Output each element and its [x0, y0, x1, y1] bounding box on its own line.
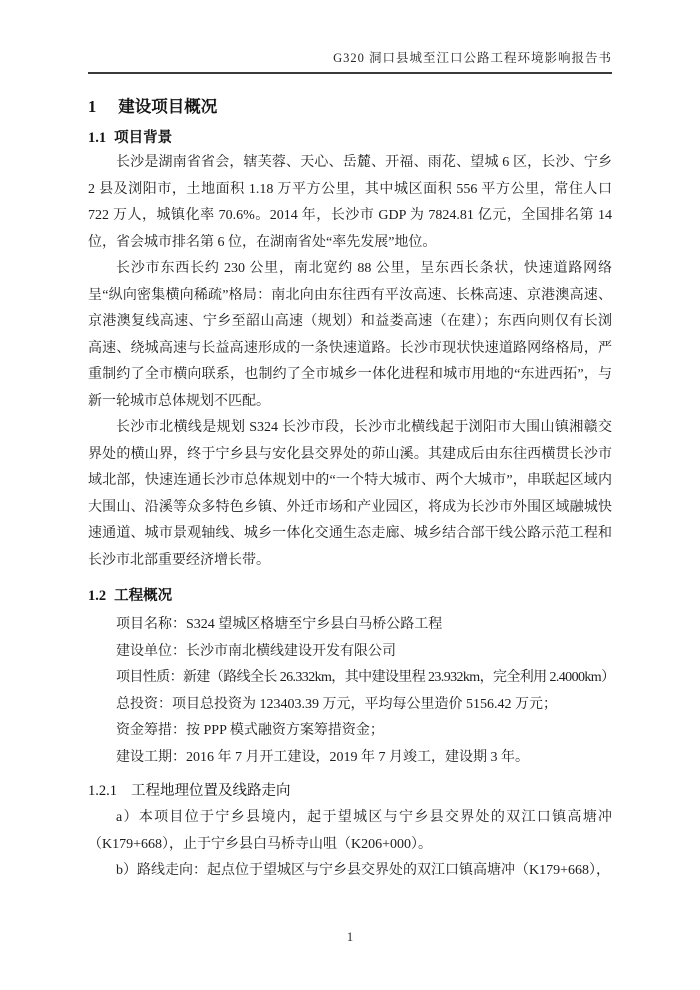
paragraph-background-3: 长沙市北横线是规划 S324 长沙市段，长沙市北横线起于浏阳市大围山镇湘赣交界处的横山界，终于宁乡县与安化县交界处的茆山溪。其建成后由东往西横贯长沙市域北部，快速连通长沙市总体规划中的“一个特大城市、两个大城市”，串联起区域内大围山、沿溪等众多特色乡镇、外迁市场和产业园区，将成为长沙市外围区域融城快速通道、城市景观轴线、城乡一体化交通生态走廊、城乡结合部干线公路示范工程和长沙市北部重要经济增长带。	[88, 420, 612, 568]
section-1-2-1-heading	[88, 781, 612, 801]
running-header-title: G320 洞口县城至江口公路工程环境影响报告书	[333, 51, 612, 65]
project-info-line-funding: 资金筹措：按 PPP 模式融资方案筹措资金；	[116, 723, 384, 738]
paragraph-background-2: 长沙市东西长约 230 公里，南北宽约 88 公里，呈东西长条状，快速道路网络呈“纵向密集横向稀疏”格局：南北向由东往西有平汝高速、长株高速、京港澳高速、京港澳复线高速、宁乡至韶山高速（规划）和益娄高速（在建）；东西向则仅有长浏高速、绕城高速与长益高速形成的一条快速道路。长沙市现状快速道路网络格局，严重制约了全市横向联系，也制约了全市城乡一体化进程和城市用地的“东进西拓”，与新一轮城市总体规划不匹配。	[88, 261, 612, 409]
section-1-2-heading	[88, 586, 612, 606]
section-1-2-number: 1.2	[88, 588, 107, 604]
section-1-2-1-title: 工程地理位置及线路走向	[131, 783, 291, 799]
paragraph-route-b: b）路线走向：起点位于望城区与宁乡县交界处的双江口镇高塘冲（K179+668），	[116, 863, 611, 878]
section-1-2-1-number: 1.2.1	[88, 783, 117, 799]
section-1-title: 建设项目概况	[118, 97, 218, 116]
section-1-1-title: 项目背景	[114, 130, 173, 146]
project-info-line-name: 项目名称：S324 望城区格塘至宁乡县白马桥公路工程	[116, 617, 443, 632]
project-info-line-investment: 总投资：项目总投资为 123403.39 万元，平均每公里造价 5156.42 万元；	[116, 696, 557, 712]
section-1-1-number: 1.1	[88, 130, 107, 146]
project-info-list	[88, 612, 615, 771]
section-1-1-heading	[88, 128, 612, 148]
section-1-heading	[88, 96, 612, 118]
project-info-line-nature: 项目性质：新建（路线全长 26.332km，其中建设里程 23.932km，完全利用 2.4000km）	[116, 670, 615, 685]
paragraph-location-a: a）本项目位于宁乡县境内，起于望城区与宁乡县交界处的双江口镇高塘冲（K179+668），止于宁乡县白马桥寺山咀（K206+000）。	[88, 810, 612, 852]
paragraph-background-1: 长沙是湖南省省会，辖芙蓉、天心、岳麓、开福、雨花、望城 6 区，长沙、宁乡 2 县及浏阳市，土地面积 1.18 万平方公里，其中城区面积 556 平方公里，常住人口 722 万人，城镇化率 70.6%。2014 年，长沙市 GDP 为 7824.81 亿元，全国排名第 14 位，省会城市排名第 6 位，在湖南省处“率先发展”地位。	[88, 155, 612, 250]
project-info-line-schedule: 建设工期：2016 年 7 月开工建设，2019 年 7 月竣工，建设期 3 年。	[116, 749, 529, 765]
section-1-2-title: 工程概况	[114, 588, 173, 604]
page-header	[88, 50, 612, 74]
page-number: 1	[346, 930, 354, 944]
section-1-number: 1	[88, 97, 97, 116]
project-info-line-owner: 建设单位：长沙市南北横线建设开发有限公司	[116, 643, 396, 659]
